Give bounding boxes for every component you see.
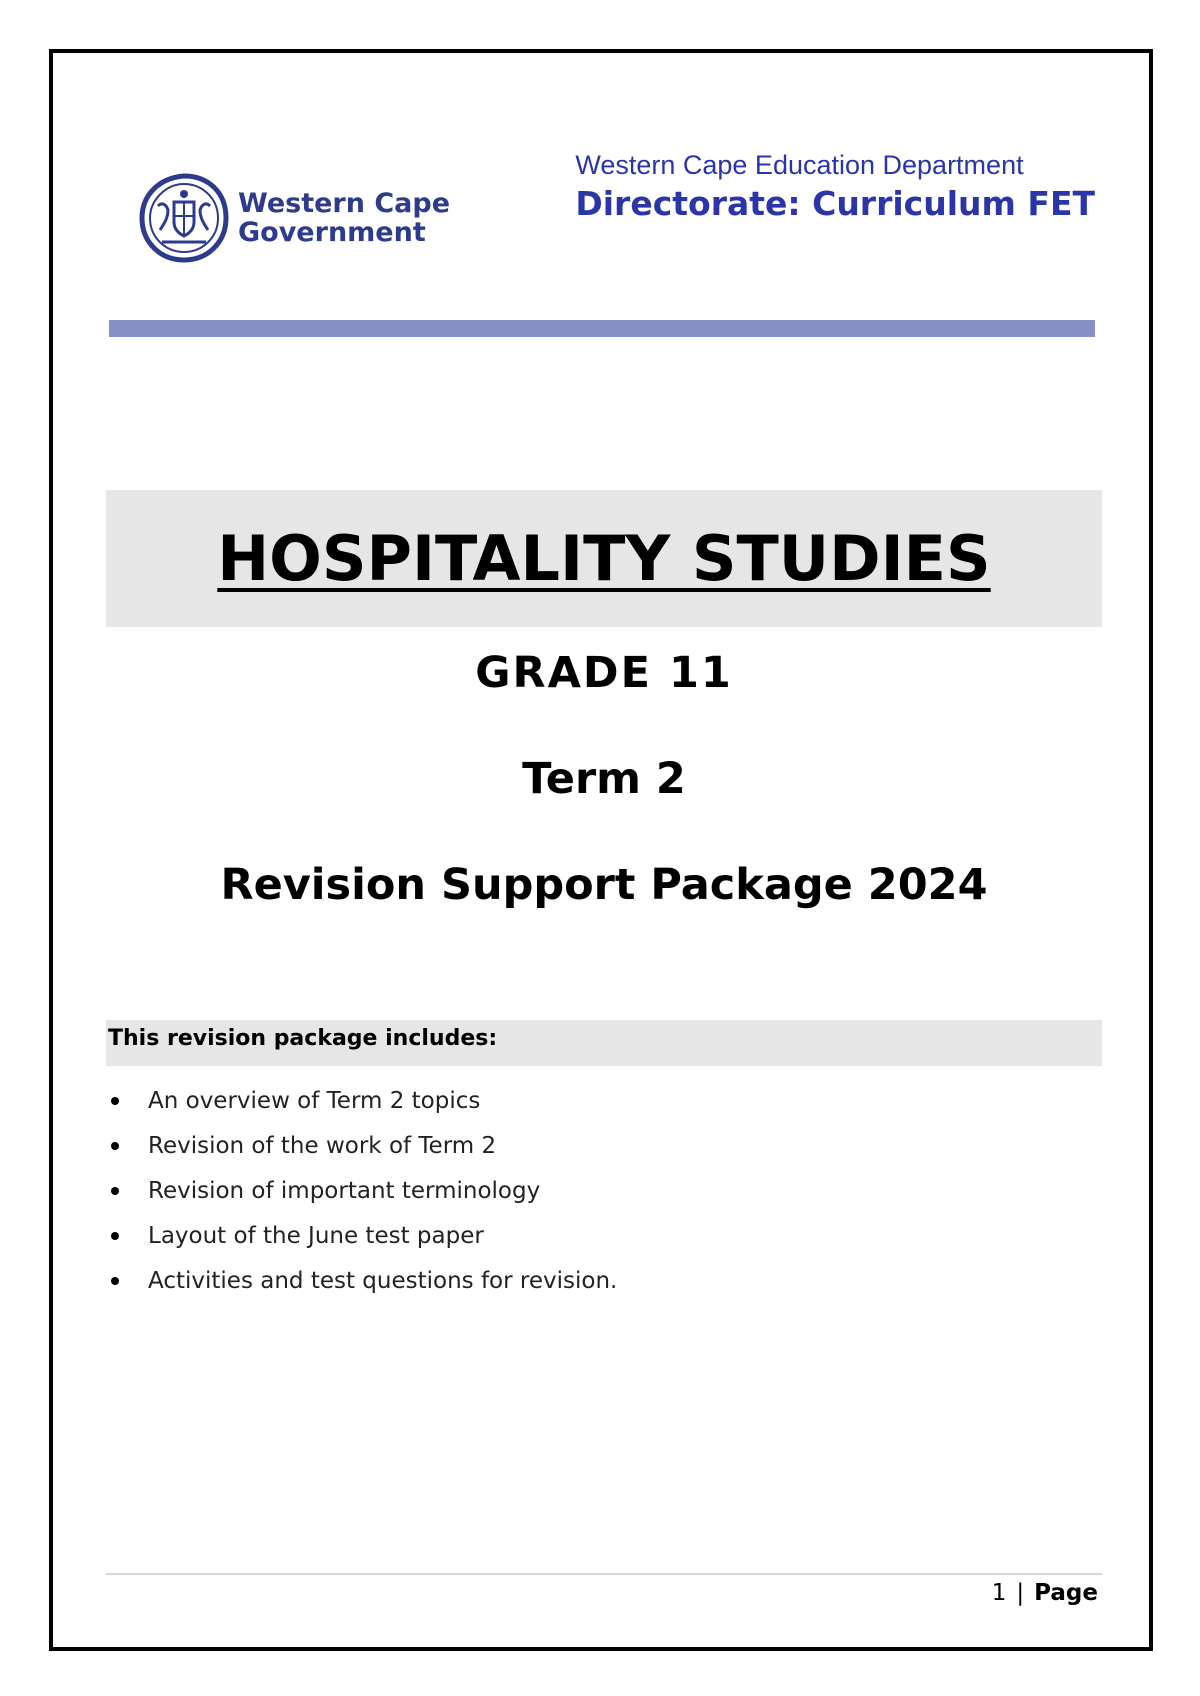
page-footer — [992, 1580, 1098, 1606]
bullet-icon — [111, 1142, 119, 1150]
western-cape-government-logo — [138, 172, 450, 264]
document-title: HOSPITALITY STUDIES — [217, 522, 991, 595]
directorate-name: Directorate: Curriculum FET — [575, 184, 1095, 223]
term-heading: Term 2 — [522, 754, 686, 804]
bullet-icon — [111, 1277, 119, 1285]
footer-rule — [106, 1573, 1102, 1575]
list-item-text: Revision of important terminology — [148, 1177, 541, 1204]
includes-list — [108, 1078, 617, 1303]
logo-line-1: Western Cape — [238, 188, 451, 219]
list-item-text: Layout of the June test paper — [148, 1222, 484, 1249]
list-item — [108, 1123, 617, 1168]
list-item-text: An overview of Term 2 topics — [148, 1087, 481, 1114]
grade-heading: GRADE 11 — [475, 648, 733, 698]
package-heading: Revision Support Package 2024 — [220, 860, 988, 910]
bullet-icon — [111, 1187, 119, 1195]
header-divider-bar — [109, 320, 1095, 337]
list-item — [108, 1078, 617, 1123]
list-item-text: Activities and test questions for revision. — [148, 1267, 618, 1294]
department-header — [575, 148, 1095, 226]
page-label: Page — [1034, 1580, 1098, 1606]
includes-label: This revision package includes: — [108, 1026, 498, 1051]
title-box — [106, 490, 1102, 627]
page-number: 1 — [991, 1580, 1007, 1606]
department-name: Western Cape Education Department — [575, 150, 1024, 180]
list-item — [108, 1258, 617, 1303]
footer-separator: | — [1016, 1580, 1025, 1606]
page-border — [49, 49, 1153, 1651]
bullet-icon — [111, 1232, 119, 1240]
coat-of-arms-icon — [138, 172, 230, 264]
bullet-icon — [111, 1097, 119, 1105]
includes-header-box — [106, 1020, 1102, 1066]
logo-line-2: Government — [238, 217, 426, 248]
list-item — [108, 1168, 617, 1213]
list-item — [108, 1213, 617, 1258]
list-item-text: Revision of the work of Term 2 — [148, 1132, 497, 1159]
